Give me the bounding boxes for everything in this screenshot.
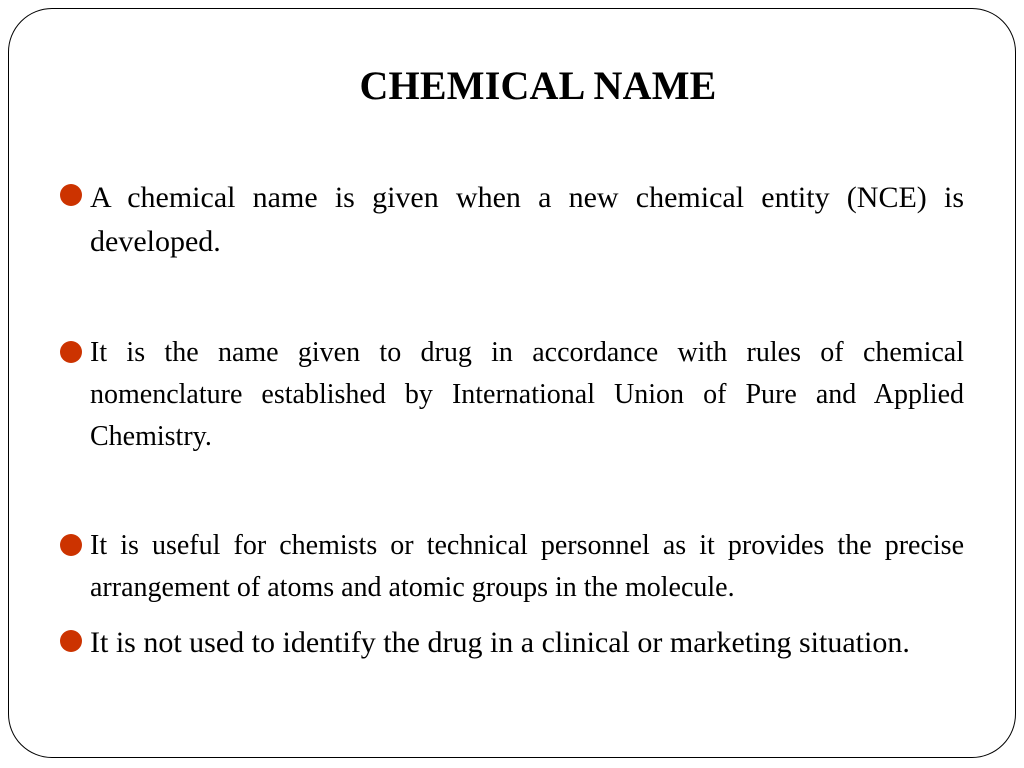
bullet-dot-icon xyxy=(60,534,82,556)
bullet-dot-icon xyxy=(60,184,82,206)
bullet-list-4 xyxy=(60,620,964,666)
bullet-item xyxy=(60,620,964,666)
bullet-item xyxy=(60,332,964,458)
bullet-text: It is not used to identify the drug in a clinical or marketing situation. xyxy=(90,626,910,659)
bullet-text: It is useful for chemists or technical personnel as it provides the precise arrangement of atoms and atomic groups in the molecule. xyxy=(90,530,964,603)
bullet-item xyxy=(60,176,964,264)
bullet-text: It is the name given to drug in accordance with rules of chemical nomenclature established by International Union of Pure and Applied Chemistry. xyxy=(90,337,964,452)
slide-title: CHEMICAL NAME xyxy=(359,63,717,108)
bullet-text: A chemical name is given when a new chemical entity (NCE) is developed. xyxy=(90,181,964,258)
bullet-dot-icon xyxy=(60,630,82,652)
bullet-dot-icon xyxy=(60,341,82,363)
bullet-list-3 xyxy=(60,525,964,609)
bullet-list-1 xyxy=(60,176,964,264)
bullet-item xyxy=(60,525,964,609)
bullet-list-2 xyxy=(60,332,964,458)
